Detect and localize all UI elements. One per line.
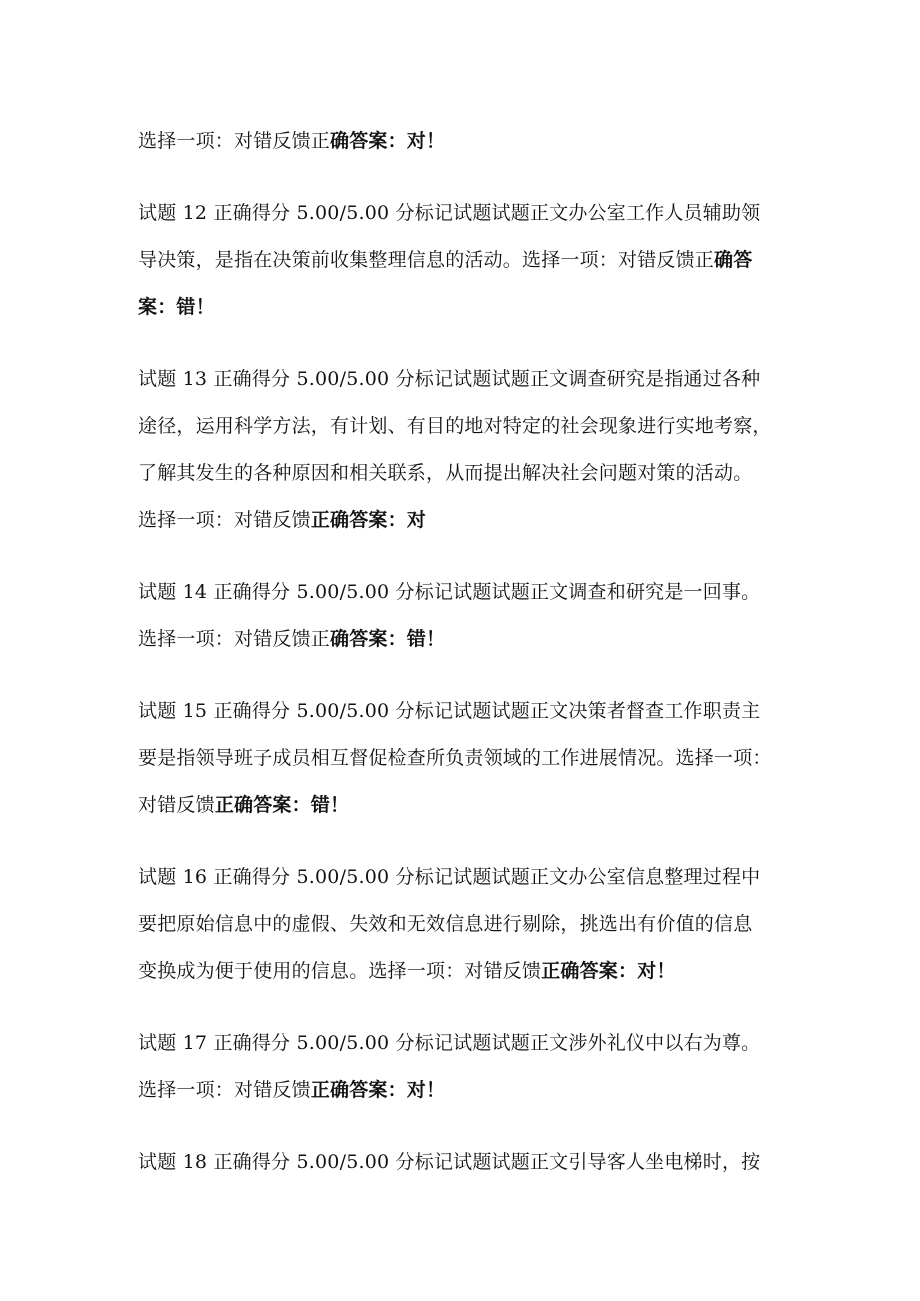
body-text: 选择一项：对错反馈正 (138, 628, 331, 650)
body-text: 选择一项：对错反馈 (138, 1079, 311, 1101)
answer-text: 确答 (714, 249, 753, 271)
body-text: 了解其发生的各种原因和相关联系，从而提出解决社会问题对策的活动。 (138, 462, 753, 484)
text-line (138, 403, 790, 450)
body-text: 选择一项：对错反馈正 (138, 130, 331, 152)
answer-text: 正确答案：错！ (214, 794, 350, 816)
body-text: 选择一项：对错反馈 (138, 509, 311, 531)
text-line (138, 1020, 790, 1067)
text-line (138, 450, 790, 497)
answer-text: 正确答案：对 (310, 509, 427, 531)
body-text: 试题 13 正确得分 5.00/5.00 分标记试题试题正文调查研究是指通过各种 (138, 368, 761, 390)
answer-text: 正确答案：对！ (541, 960, 676, 982)
body-text: 要把原始信息中的虚假、失效和无效信息进行剔除，挑选出有价值的信息 (138, 913, 753, 935)
text-line (138, 237, 790, 284)
answer-text: 确答案：对！ (330, 130, 446, 152)
text-line (138, 854, 790, 901)
text-line (138, 1067, 790, 1114)
text-line (138, 616, 790, 663)
question-paragraph (138, 1139, 790, 1186)
question-paragraph (138, 688, 790, 829)
question-paragraph (138, 569, 790, 663)
body-text: 试题 16 正确得分 5.00/5.00 分标记试题试题正文办公室信息整理过程中 (138, 866, 761, 888)
body-text: 试题 14 正确得分 5.00/5.00 分标记试题试题正文调查和研究是一回事。 (138, 581, 761, 603)
body-text: 导决策，是指在决策前收集整理信息的活动。选择一项：对错反馈正 (138, 249, 715, 271)
text-line (138, 190, 790, 237)
text-line (138, 497, 790, 544)
body-text: 对错反馈 (138, 794, 215, 816)
body-text: 试题 15 正确得分 5.00/5.00 分标记试题试题正文决策者督查工作职责主 (138, 700, 761, 722)
answer-text: 正确答案：对！ (310, 1079, 446, 1101)
text-line (138, 1139, 790, 1186)
text-line (138, 735, 790, 782)
body-text: 试题 18 正确得分 5.00/5.00 分标记试题试题正文引导客人坐电梯时，按 (138, 1151, 761, 1173)
body-text: 要是指领导班子成员相互督促检查所负责领域的工作进展情况。选择一项： (138, 747, 772, 769)
question-paragraph (138, 1020, 790, 1114)
text-line (138, 569, 790, 616)
body-text: 途径，运用科学方法，有计划、有目的地对特定的社会现象进行实地考察， (138, 415, 772, 437)
text-line (138, 356, 790, 403)
text-line (138, 688, 790, 735)
answer-text: 案：错！ (138, 296, 215, 318)
question-paragraph (138, 118, 790, 165)
body-text: 试题 17 正确得分 5.00/5.00 分标记试题试题正文涉外礼仪中以右为尊。 (138, 1032, 761, 1054)
text-line (138, 118, 790, 165)
body-text: 变换成为便于使用的信息。选择一项：对错反馈 (138, 960, 542, 982)
body-text: 试题 12 正确得分 5.00/5.00 分标记试题试题正文办公室工作人员辅助领 (138, 202, 761, 224)
answer-text: 确答案：错！ (330, 628, 446, 650)
document-body (138, 118, 790, 1211)
text-line (138, 948, 790, 995)
text-line (138, 901, 790, 948)
text-line (138, 284, 790, 331)
question-paragraph (138, 854, 790, 995)
question-paragraph (138, 190, 790, 331)
question-paragraph (138, 356, 790, 544)
text-line (138, 782, 790, 829)
